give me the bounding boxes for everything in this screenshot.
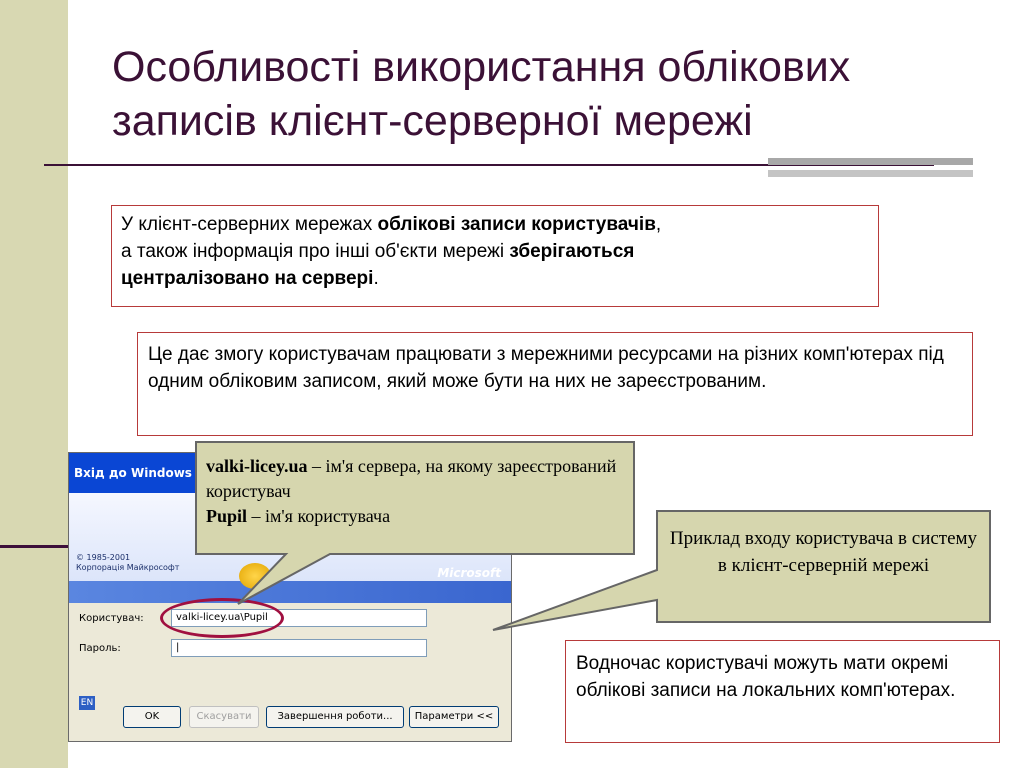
- dialog-title: Вхід до Windows: [74, 466, 192, 480]
- box1-text-3: а також інформація про інші об'єкти мережі: [121, 241, 510, 262]
- box1-text-2: ,: [655, 214, 662, 235]
- password-input[interactable]: |: [171, 639, 427, 657]
- copyright-line-1: © 1985-2001: [76, 553, 131, 562]
- password-label: Пароль:: [79, 643, 121, 654]
- box1-bold-2: зберігаються: [509, 241, 635, 262]
- copyright-line-2: Корпорація Майкрософт: [76, 563, 180, 572]
- microsoft-brand: Microsoft: [437, 566, 501, 580]
- box1-bold-3: централізовано на сервері: [121, 268, 374, 289]
- local-accounts-box: Водночас користувачі можуть мати окремі облікові записи на локальних комп'ютерах.: [565, 640, 1000, 743]
- user-label: Користувач:: [79, 613, 144, 624]
- user-input[interactable]: valki-licey.ua\Pupil: [171, 609, 427, 627]
- server-name-callout: [196, 442, 634, 554]
- box1-bold-1: облікові записи користувачів: [377, 214, 656, 235]
- user-desc: – ім'я користувача: [247, 506, 391, 526]
- ok-button[interactable]: OK: [123, 706, 181, 728]
- user-name: Pupil: [206, 506, 248, 526]
- cancel-button[interactable]: Скасувати: [189, 706, 259, 728]
- shutdown-button[interactable]: Завершення роботи...: [266, 706, 404, 728]
- login-example-callout: Приклад входу користувача в систему в клієнт-серверній мережі: [669, 528, 978, 576]
- server-name: valki-licey.ua: [206, 456, 308, 476]
- options-button[interactable]: Параметри <<: [409, 706, 499, 728]
- box1-text-1: У клієнт-серверних мережах: [121, 214, 378, 235]
- server-desc: – ім'я сервера, на якому зареєстрований користувач: [206, 456, 617, 501]
- language-indicator[interactable]: EN: [80, 698, 94, 708]
- slide-title: Особливості використання облікових записів клієнт-серверної мережі: [112, 43, 851, 145]
- box1-text-4: .: [373, 268, 379, 289]
- roaming-benefit-box: Це дає змогу користувачам працювати з мережними ресурсами на різних комп'ютерах під одним обліковим записом, який може бути на них не зареєстрованим.: [137, 332, 973, 436]
